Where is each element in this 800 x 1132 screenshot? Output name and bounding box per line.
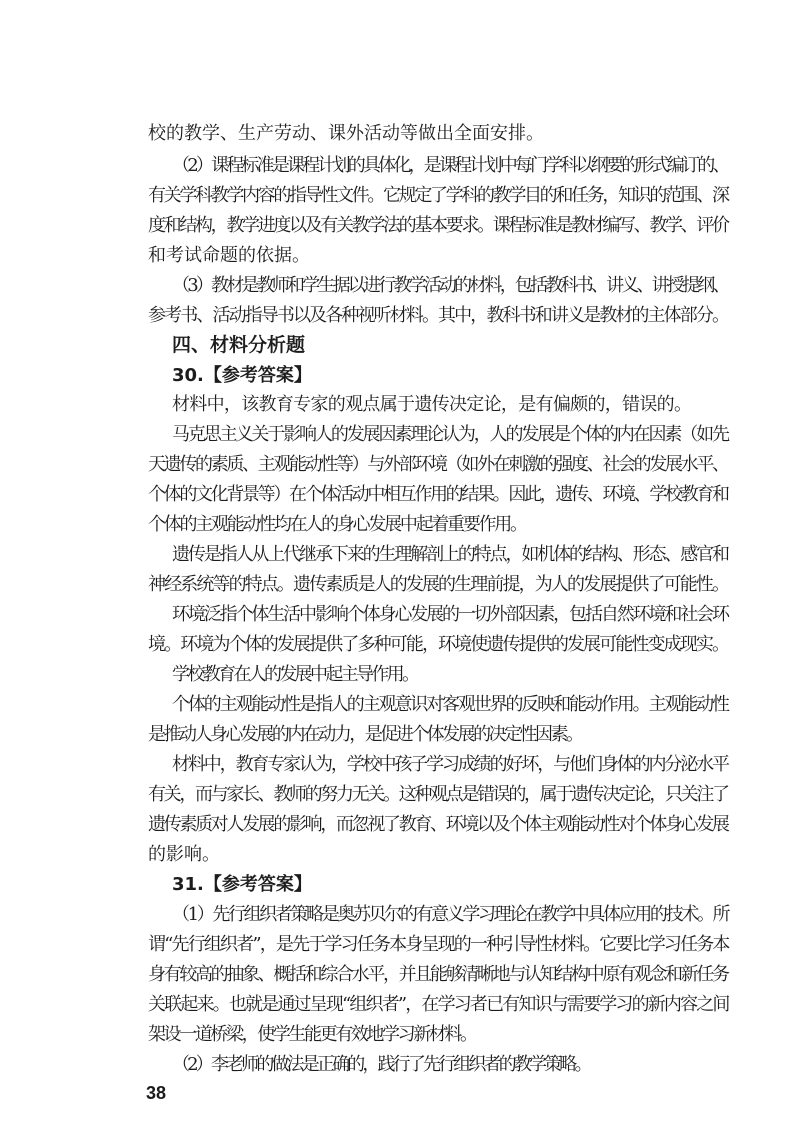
text-line: 和考试命题的依据。 xyxy=(148,245,310,266)
answer-label: 31.【参考答案】 xyxy=(172,874,312,895)
text-line: 境。环境为个体的发展提供了多种可能，环境使遗传提供的发展可能性变成现实。 xyxy=(148,634,729,655)
section-heading: 四、材料分析题 xyxy=(172,334,306,356)
text-line: 是推动人身心发展的内在动力，是促进个体发展的决定性因素。 xyxy=(148,724,582,745)
text-line: 有关学科教学内容的指导性文件。它规定了学科的教学目的和任务，知识的范围、深 xyxy=(148,185,728,206)
text-line: 个体的主观能动性是指人的主观意识对客观世界的反映和能动作用。主观能动性 xyxy=(172,694,728,715)
text-line: （3）教材是教师和学生据以进行教学活动的材料，包括教科书、讲义、讲授提纲、 xyxy=(172,275,728,296)
text-line: 神经系统等的特点。遗传素质是人的发展的生理前提，为人的发展提供了可能性。 xyxy=(148,574,729,595)
text-line: 谓“先行组织者”，是先于学习任务本身呈现的一种引导性材料。它要比学习任务本 xyxy=(148,934,729,955)
text-line: 个体的文化背景等）在个体活动中相互作用的结果。因此，遗传、环境、学校教育和 xyxy=(148,484,728,505)
text-line: 材料中，教育专家认为，学校中孩子学习成绩的好坏，与他们身体的内分泌水平 xyxy=(172,754,728,775)
text-line: 校的教学、生产劳动、课外活动等做出全面安排。 xyxy=(148,123,544,144)
text-line: 学校教育在人的发展中起主导作用。 xyxy=(172,664,418,685)
text-line: 遗传素质对人发展的影响，而忽视了教育、环境以及个体主观能动性对个体身心发展 xyxy=(148,814,728,835)
text-line: 环境泛指个体生活中影响个体身心发展的一切外部因素，包括自然环境和社会环 xyxy=(172,604,728,625)
text-line: （2）课程标准是课程计划的具体化，是课程计划中每门学科以纲要的形式编订的、 xyxy=(172,155,728,176)
text-line: 关联起来。也就是通过呈现“组织者”，在学习者已有知识与需要学习的新内容之间 xyxy=(148,994,729,1015)
text-line: 架设一道桥梁，使学生能更有效地学习新材料。 xyxy=(148,1024,476,1045)
text-line: 度和结构，教学进度以及有关教学法的基本要求。课程标准是教材编写、教学、评价 xyxy=(148,215,728,236)
text-line: 材料中，该教育专家的观点属于遗传决定论，是有偏颇的，错误的。 xyxy=(172,394,692,415)
text-line: 参考书、活动指导书以及各种视听材料。其中，教科书和讲义是教材的主体部分。 xyxy=(148,305,729,326)
text-line: 身有较高的抽象、概括和综合水平，并且能够清晰地与认知结构中原有观念和新任务 xyxy=(148,964,728,985)
text-line: 有关，而与家长、教师的努力无关。这种观点是错误的，属于遗传决定论，只关注了 xyxy=(148,784,728,805)
text-line: 遗传是指人从上代继承下来的生理解剖上的特点，如机体的结构、形态、感官和 xyxy=(172,544,728,565)
text-line: 天遗传的素质、主观能动性等）与外部环境（如外在刺激的强度、社会的发展水平、 xyxy=(148,454,728,475)
text-line: 个体的主观能动性均在人的身心发展中起着重要作用。 xyxy=(148,514,526,535)
page-number: 38 xyxy=(146,1083,167,1103)
text-line: （1）先行组织者策略是奥苏贝尔的有意义学习理论在教学中具体应用的技术。所 xyxy=(172,904,729,925)
text-line: 马克思主义关于影响人的发展因素理论认为，人的发展是个体的内在因素（如先 xyxy=(172,424,728,445)
answer-label: 30.【参考答案】 xyxy=(172,365,312,386)
text-line: （2）李老师的做法是正确的，践行了先行组织者的教学策略。 xyxy=(172,1054,590,1075)
text-line: 的影响。 xyxy=(148,844,220,865)
